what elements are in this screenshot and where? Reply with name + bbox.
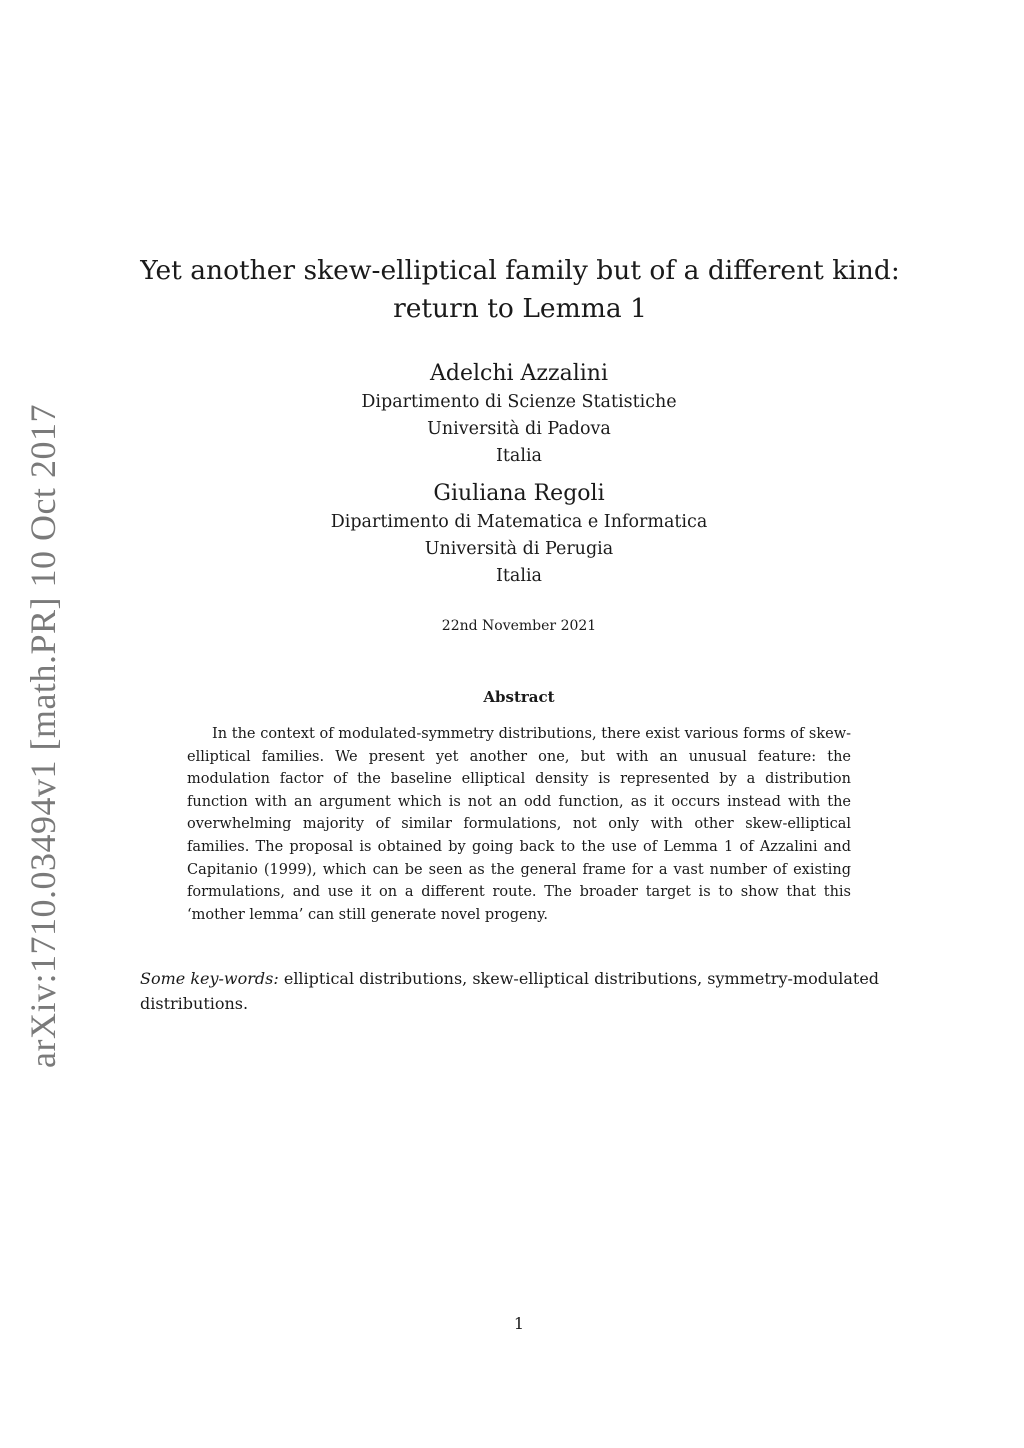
author-1-department: Dipartimento di Scienze Statistiche: [361, 392, 677, 412]
author-2-department: Dipartimento di Matematica e Informatica: [330, 512, 708, 532]
paper-date: 22nd November 2021: [441, 618, 597, 634]
keywords-label: Some key-words:: [140, 969, 279, 988]
author-2-country: Italia: [495, 566, 542, 586]
author-name-1: Adelchi Azzalini: [429, 361, 608, 386]
title-line-1: Yet another skew-elliptical family but of a different kind:: [140, 255, 900, 286]
author-1-country: Italia: [495, 446, 542, 466]
abstract-heading: Abstract: [483, 688, 555, 706]
arxiv-identifier-stamp: arXiv:1710.03494v1 [math.PR] 10 Oct 2017: [23, 404, 63, 1068]
paper-title: [100, 252, 940, 328]
page-number: 1: [513, 1314, 525, 1333]
abstract-text: In the context of modulated-symmetry distributions, there exist various forms of skew-elliptical families. We present yet another one, but with an unusual feature: the modulation factor of the baseline elliptical density is represented by a distribution function with an argument which is not an odd function, as it occurs instead with the overwhelming majority of similar formulations, not only with other skew-elliptical families. The proposal is obtained by going back to the use of Lemma 1 of Azzalini and Capitanio (1999), which can be seen as the general frame for a vast number of existing formulations, and use it on a different route. The broader target is to show that this ‘mother lemma’ can still generate novel progeny.: [187, 726, 851, 923]
keywords-text: elliptical distributions, skew-elliptical distributions, symmetry-modulated distributions.: [140, 969, 880, 1013]
author-1-university: Università di Padova: [427, 419, 611, 439]
author-2-university: Università di Perugia: [424, 539, 614, 559]
keywords: [140, 966, 898, 1016]
author-name-2: Giuliana Regoli: [433, 481, 605, 506]
title-line-2: return to Lemma 1: [393, 293, 647, 324]
